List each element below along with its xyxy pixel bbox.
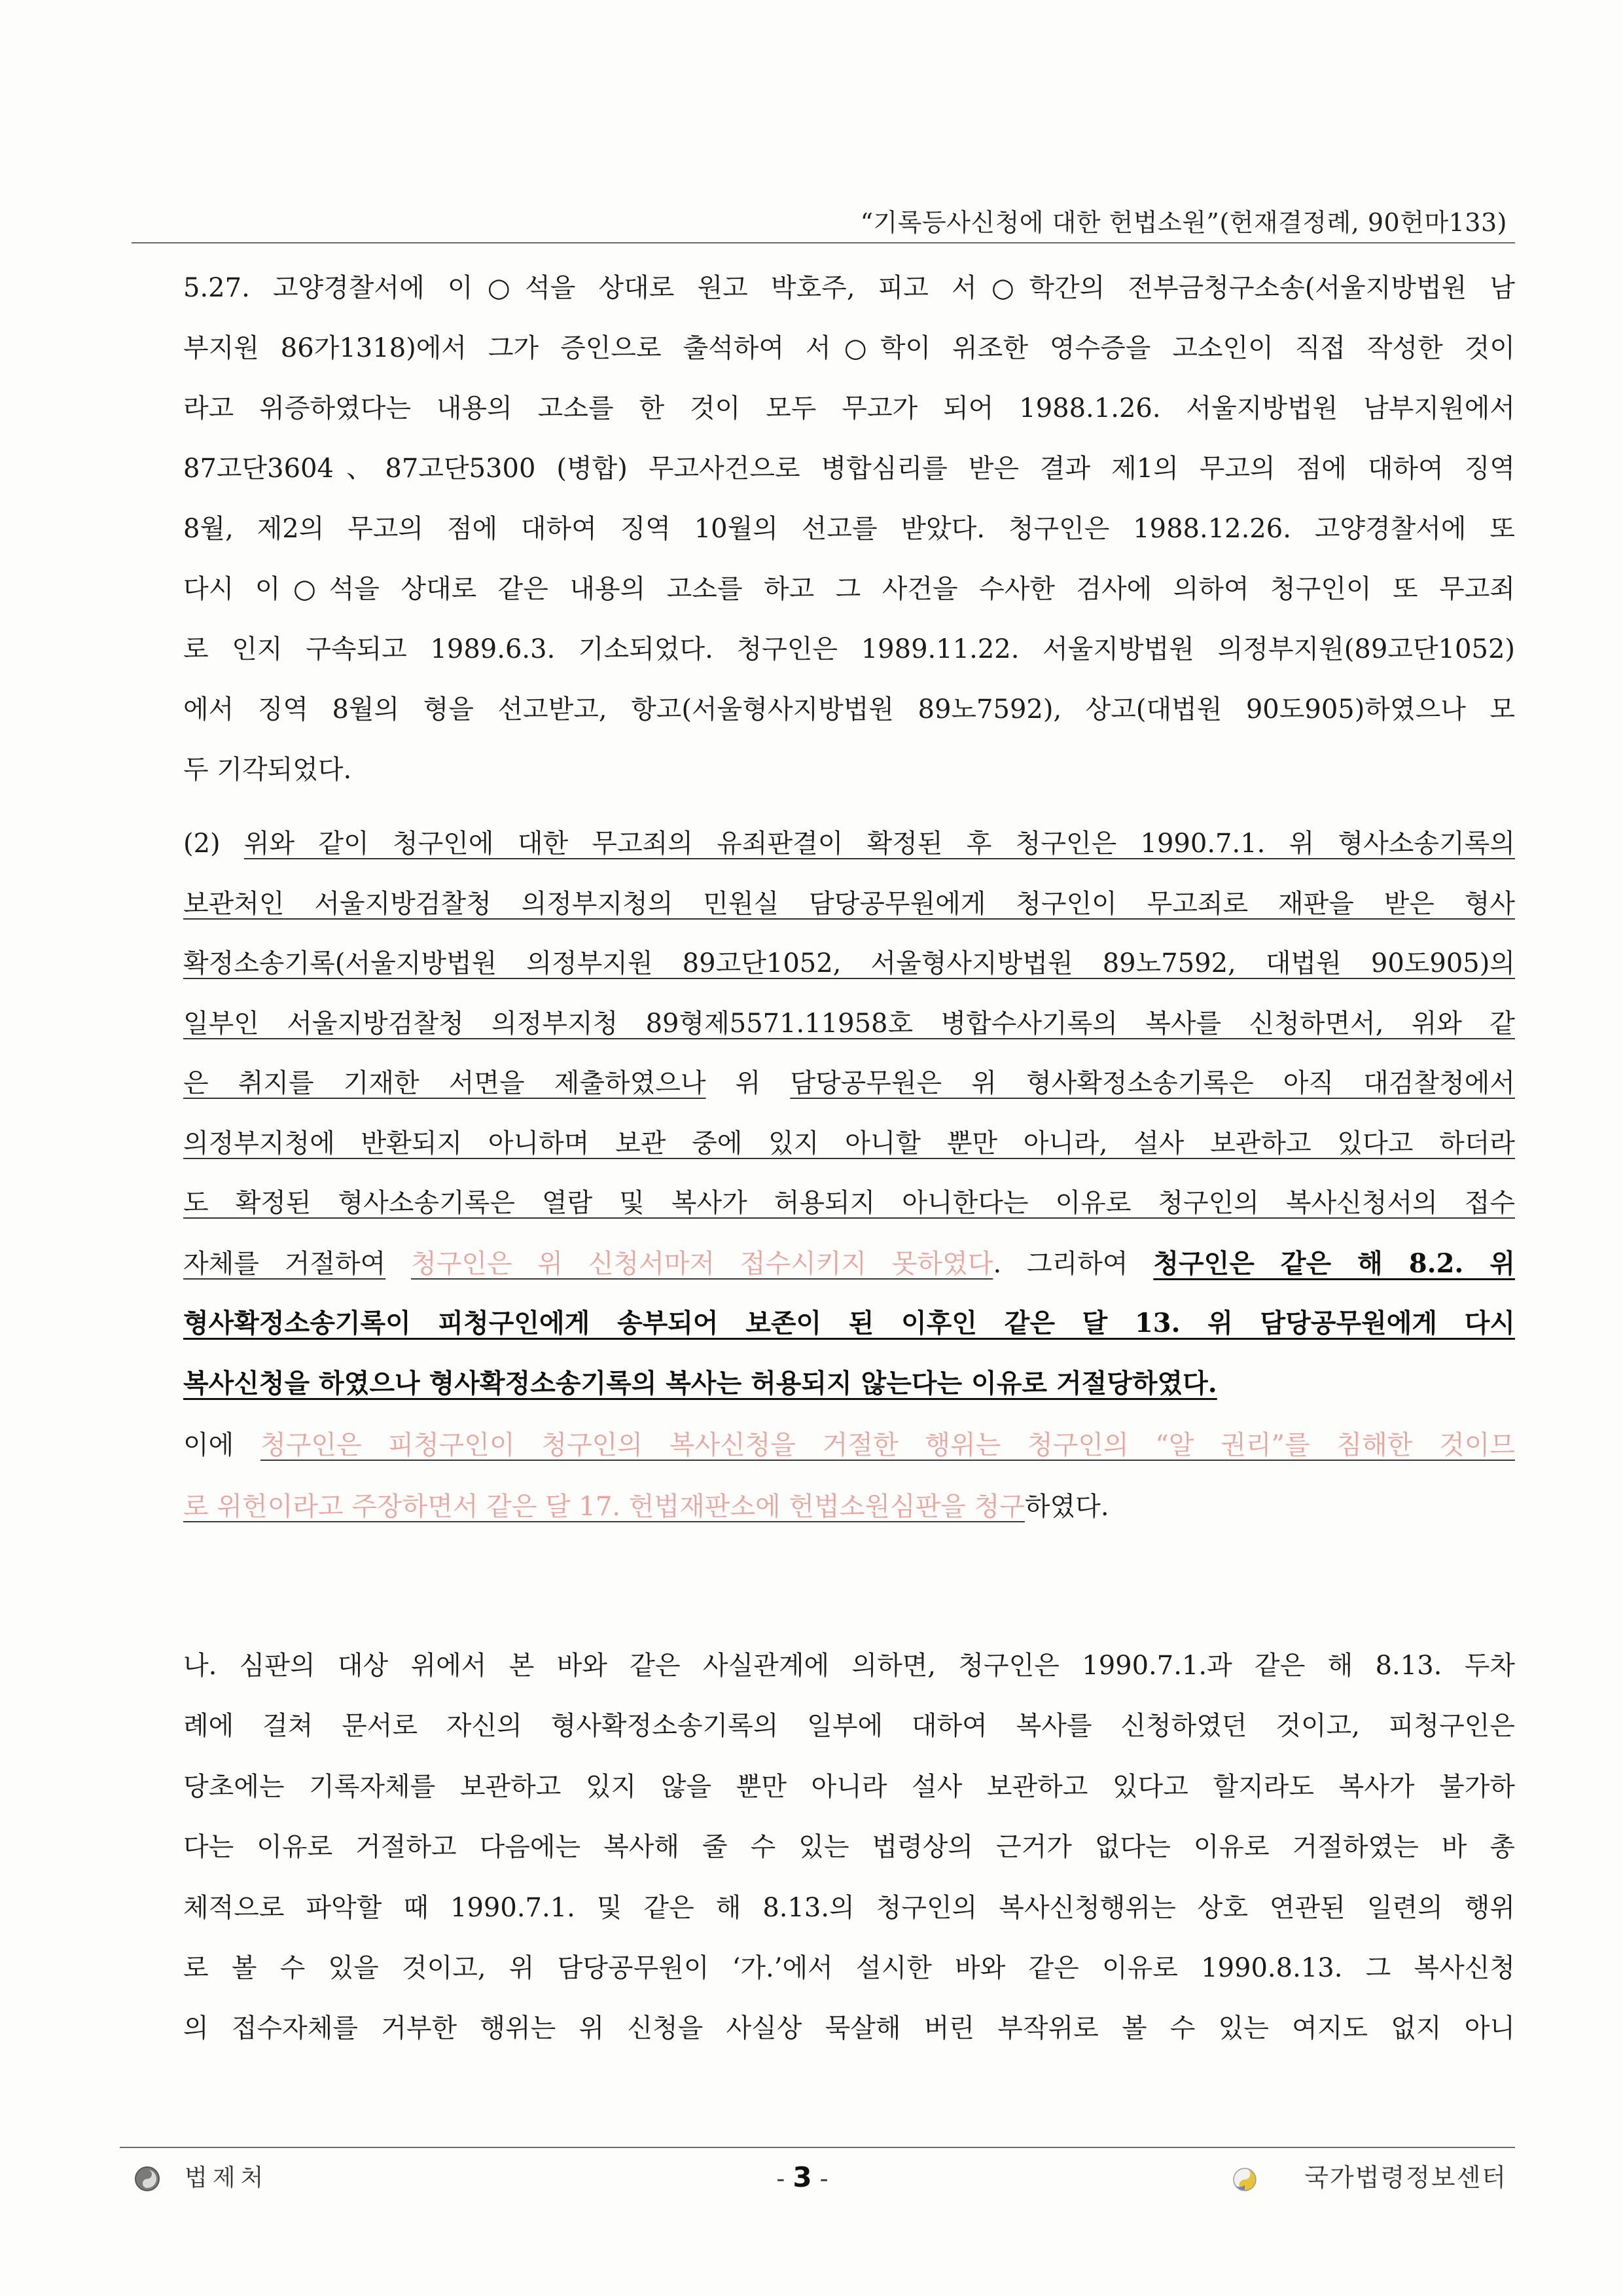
footer-source-label: 국가법령정보센터 <box>1304 2163 1507 2192</box>
paragraph-facts-continued <box>183 258 1515 800</box>
text-line <box>183 559 1515 619</box>
text-segment-plain: 에서 징역 8월의 형을 선고받고, 항고(서울형사지방법원 89노7592), 상고(대법원 90도905)하였으나 모 <box>183 694 1515 725</box>
paragraph-subject-of-review <box>183 1636 1515 2059</box>
paragraph-petition-filed <box>183 1414 1515 1537</box>
text-line <box>183 814 1515 874</box>
text-segment-underline-bold: 청구인은 같은 해 8.2. 위 <box>1153 1247 1515 1279</box>
text-line <box>183 1696 1515 1756</box>
text-segment-plain: 다시 이○석을 상대로 같은 내용의 고소를 하고 그 사건을 수사한 검사에 의하여 청구인이 또 무고죄 <box>183 574 1515 604</box>
text-segment-plain: 87고단3604、87고단5300 (병합) 무고사건으로 병합심리를 받은 결과 제1의 무고의 점에 대하여 징역 <box>183 454 1515 484</box>
text-line <box>183 1414 1515 1476</box>
text-segment-plain: 위 <box>705 1068 791 1098</box>
text-segment-plain: 나. 심판의 대상 위에서 본 바와 같은 사실관계에 의하면, 청구인은 1990.7.1.과 같은 해 8.13. 두차 <box>183 1651 1515 1681</box>
text-line <box>183 318 1515 378</box>
page-number-value: 3 <box>793 2161 812 2193</box>
footer-publisher-label: 법제처 <box>185 2164 269 2191</box>
text-line <box>183 378 1515 439</box>
text-segment-plain: 부지원 86가1318)에서 그가 증인으로 출석하여 서○학이 위조한 영수증을 고소인이 직접 작성한 것이 <box>183 333 1515 363</box>
text-line <box>183 994 1515 1054</box>
page-number-suffix: - <box>819 2166 829 2193</box>
ministry-emblem-icon <box>134 2166 160 2192</box>
text-line <box>183 1114 1515 1174</box>
text-segment-plain: 로 인지 구속되고 1989.6.3. 기소되었다. 청구인은 1989.11.22. 서울지방법원 의정부지원(89고단1052) <box>183 634 1515 664</box>
text-line <box>183 740 1515 800</box>
text-segment-underline-bold: 복사신청을 하였으나 형사확정소송기록의 복사는 허용되지 않는다는 이유로 거절당하였다. <box>183 1367 1217 1399</box>
text-line <box>183 1938 1515 1998</box>
text-segment-plain: 라고 위증하였다는 내용의 고소를 한 것이 모두 무고가 되어 1988.1.26. 서울지방법원 남부지원에서 <box>183 393 1515 423</box>
text-segment-plain: 체적으로 파악할 때 1990.7.1. 및 같은 해 8.13.의 청구인의 복사신청행위는 상호 연관된 일련의 행위 <box>183 1892 1515 1923</box>
text-segment-underline: 위와 같이 청구인에 대한 무고죄의 유죄판결이 확정된 후 청구인은 1990.7.1. 위 형사소송기록의 <box>243 829 1515 859</box>
text-segment-underline: 은 취지를 기재한 서면을 제출하였으나 <box>183 1068 706 1098</box>
text-line <box>183 1998 1515 2058</box>
text-segment-plain <box>385 1249 411 1279</box>
text-segment-plain: 다는 이유로 거절하고 다음에는 복사해 줄 수 있는 법령상의 근거가 없다는 이유로 거절하였는 바 총 <box>183 1832 1515 1863</box>
text-segment-underline: 보관처인 서울지방검찰청 의정부지청의 민원실 담당공무원에게 청구인이 무고죄로 재판을 받은 형사 <box>183 888 1515 919</box>
text-segment-plain: 이에 <box>183 1430 261 1460</box>
text-line <box>183 1476 1515 1537</box>
text-line <box>183 619 1515 679</box>
text-segment-plain: 두 기각되었다. <box>183 755 352 785</box>
text-segment-underline: 확정소송기록(서울지방법원 의정부지원 89고단1052, 서울형사지방법원 89노7592, 대법원 90도905)의 <box>183 948 1515 978</box>
text-line <box>183 1878 1515 1938</box>
text-segment-underline: 의정부지청에 반환되지 아니하며 보관 중에 있지 아니할 뿐만 아니라, 설사 보관하고 있다고 하더라 <box>183 1128 1515 1158</box>
paragraph-copy-request <box>183 814 1515 1413</box>
text-segment-underline-bold: 형사확정소송기록이 피청구인에게 송부되어 보존이 된 이후인 같은 달 13. 위 담당공무원에게 다시 <box>183 1308 1515 1338</box>
text-segment-plain: 8월, 제2의 무고의 점에 대하여 징역 10월의 선고를 받았다. 청구인은 1988.12.26. 고양경찰서에 또 <box>183 514 1515 544</box>
text-segment-underline: 자체를 거절하여 <box>183 1248 386 1279</box>
text-segment-plain: . 그리하여 <box>993 1248 1154 1279</box>
text-line <box>183 1234 1515 1294</box>
text-line <box>183 1636 1515 1696</box>
running-title: “기록등사신청에 대한 헌법소원”(헌재결정례, 90헌마133) <box>860 208 1507 237</box>
text-line <box>183 258 1515 318</box>
text-line <box>183 1174 1515 1234</box>
header-rule <box>132 242 1515 243</box>
page-number <box>737 2161 868 2196</box>
text-line <box>183 874 1515 935</box>
text-segment-plain: 5.27. 고양경찰서에 이○석을 상대로 원고 박호주, 피고 서○학간의 전부금청구소송(서울지방법원 남 <box>183 273 1515 303</box>
text-segment-plain: 의 접수자체를 거부한 행위는 위 신청을 사실상 묵살해 버린 부작위로 볼 수 있는 여지도 없지 아니 <box>183 2013 1515 2044</box>
text-segment-plain: (2) <box>183 829 244 859</box>
footer-rule <box>120 2147 1515 2148</box>
page-number-prefix: - <box>776 2166 785 2193</box>
text-line <box>183 934 1515 994</box>
text-segment-underline: 일부인 서울지방검찰청 의정부지청 89형제5571.11958호 병합수사기록의 복사를 신청하면서, 위와 같 <box>183 1008 1515 1039</box>
text-segment-underline-faded: 청구인은 피청구인이 청구인의 복사신청을 거절한 행위는 청구인의 “알 권리”를 침해한 것이므 <box>260 1430 1515 1460</box>
text-segment-plain: 로 볼 수 있을 것이고, 위 담당공무원이 ‘가.’에서 설시한 바와 같은 이유로 1990.8.13. 그 복사신청 <box>183 1952 1515 1983</box>
law-info-center-logo-icon <box>1232 2166 1258 2193</box>
text-segment-plain: 하였다. <box>1024 1492 1109 1522</box>
text-segment-underline-faded: 로 위헌이라고 주장하면서 같은 달 17. 헌법재판소에 헌법소원심판을 청구 <box>183 1492 1025 1522</box>
text-segment-underline: 담당공무원은 위 형사확정소송기록은 아직 대검찰청에서 <box>790 1068 1515 1098</box>
text-line <box>183 439 1515 499</box>
text-segment-plain: 당초에는 기록자체를 보관하고 있지 않을 뿐만 아니라 설사 보관하고 있다고 할지라도 복사가 불가하 <box>183 1771 1515 1802</box>
text-line <box>183 1817 1515 1877</box>
text-line <box>183 679 1515 740</box>
text-line <box>183 1354 1515 1414</box>
text-segment-plain: 례에 걸쳐 문서로 자신의 형사확정소송기록의 일부에 대하여 복사를 신청하였던 것이고, 피청구인은 <box>183 1711 1515 1742</box>
text-line <box>183 1757 1515 1817</box>
text-segment-underline: 도 확정된 형사소송기록은 열람 및 복사가 허용되지 아니한다는 이유로 청구인의 복사신청서의 접수 <box>183 1188 1515 1218</box>
text-line <box>183 1054 1515 1114</box>
text-line <box>183 1293 1515 1354</box>
text-segment-underline-faded: 청구인은 위 신청서마저 접수시키지 못하였다 <box>411 1248 993 1279</box>
text-line <box>183 499 1515 559</box>
